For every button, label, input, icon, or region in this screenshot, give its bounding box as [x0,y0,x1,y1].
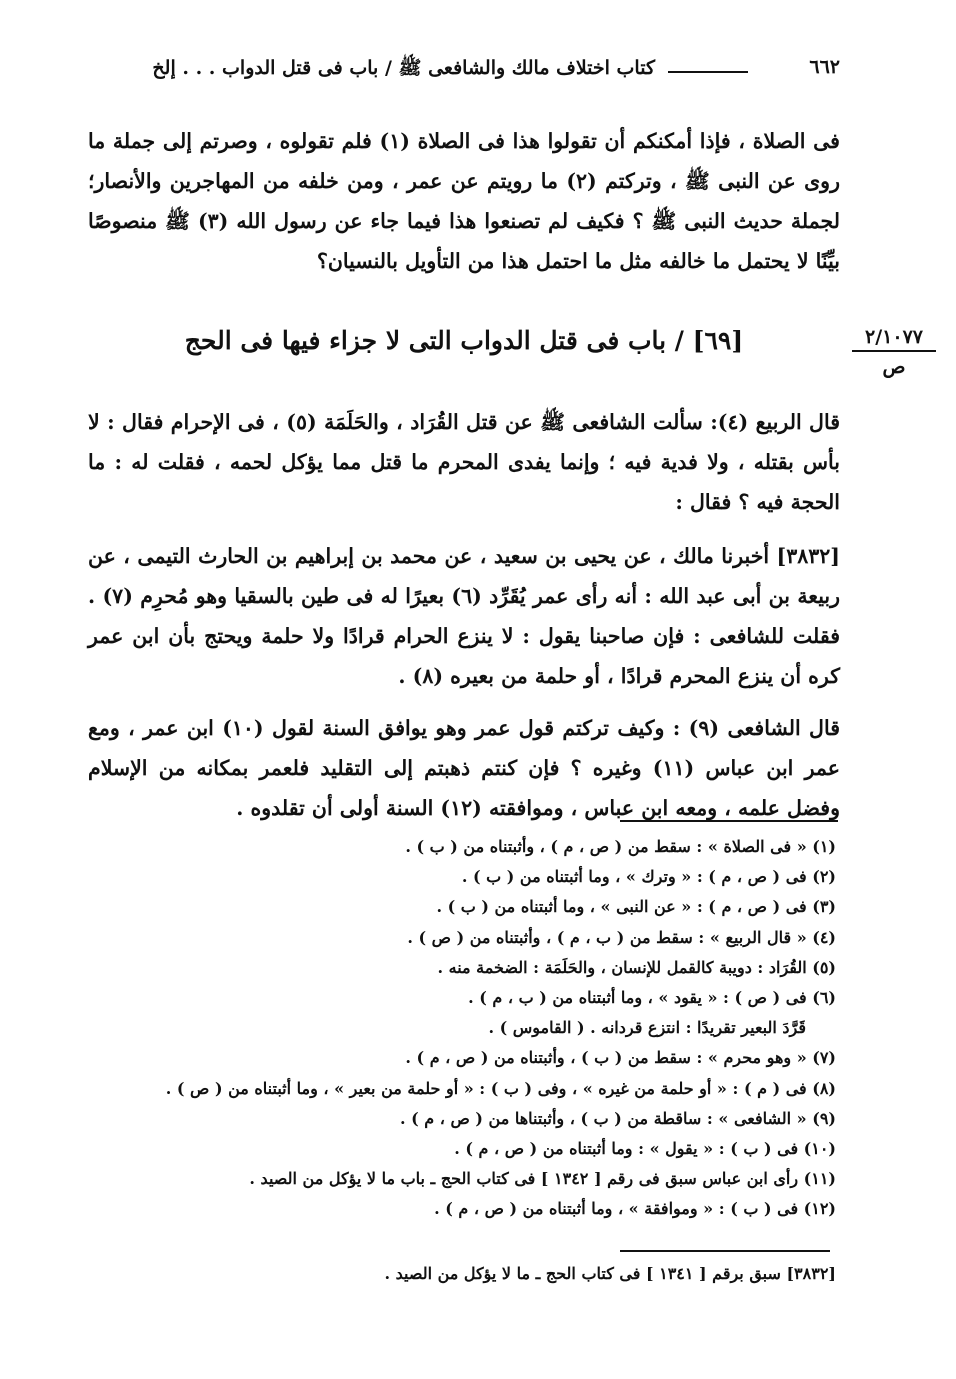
footnote: (٥) القُرَاد : دويبة كالقمل للإنسان ، والحَلَمَة : الضخمة منه . [437,957,836,977]
paragraph-shafii: قال الشافعى (٩) : وكيف تركتم قول عمر وهو يوافق السنة لقول (١٠) ابن عمر ، ومع عمر ابن عباس (١١) وغيره ؟ فإن كنتم ذهبتم إلى التقليد فلعمر بمكانه من الإسلام وفضل علمه ، ومعه ابن عباس ، وموافقته (١٢) السنة أولى أن تقلدوه . [88,715,840,820]
reference-note: [٣٨٣٢] سبق برقم [ ١٣٤١ ] فى كتاب الحج ـ ما لا يؤكل من الصيد . [384,1264,836,1283]
paragraph-hadith: [٣٨٣٢] أخبرنا مالك ، عن يحيى بن سعيد ، عن محمد بن إبراهيم بن الحارث التيمى ، عن ربيعة بن أبى عبد الله : أنه رأى عمر يُقَرِّد (٦) بعيرًا له فى طين بالسقيا وهو مُحرِم (٧) . فقلت للشافعى : فإن صاحبنا يقول : لا ينزع الحرام قرادًا ولا حلمة ويحتج بأن ابن عمر كره أن ينزع المحرم قرادًا ، أو حلمة من بعيره (٨) . [88,543,840,688]
footnote: (١١) رأى ابن عباس سبق فى رقم [ ١٣٤٢ ] فى كتاب الحج ـ باب ما لا يؤكل من الصيد . [249,1169,836,1189]
footnote: (٢) فى ( ص ، م ) : « وترك » ، وما أثبتناه من ( ب ) . [461,867,836,887]
header-title: كتاب اختلاف مالك والشافعى ﷺ / باب فى قتل الدواب . . . إلخ [152,57,655,79]
paragraph-continuation: فى الصلاة ، فإذا أمكنكم أن تقولوا هذا فى الصلاة (١) فلم تقولوه ، وصرتم إلى جملة ما روى عن النبى ﷺ ، وتركتم (٢) ما رويتم عن عمر ، ومن خلفه من المهاجرين والأنصار؛ لجملة حديث النبى ﷺ ؟ فكيف لم تصنعوا هذا فيما جاء عن رسول الله (٣) ﷺ منصوصًا بيِّنًا لا يحتمل ما خالفه مثل ما احتمل هذا من التأويل بالنسيان؟ [88,128,840,273]
footnote: (٦) فى ( ص ) : « يقود » ، وما أثبتناه من ( ب ، م ) . [468,988,836,1008]
footnote: (١) « فى الصلاة » : سقط من ( ص ، م ) ، وأثبتناه من ( ب ) . [405,837,836,856]
footnote: (٣) فى ( ص ، م ) : « عن النبى » ، وما أثبتناه من ( ب ) . [436,897,836,917]
paragraph-rabi: قال الربيع (٤): سألت الشافعى ﷺ عن قتل القُرَاد ، والحَلَمَة (٥) ، فى الإحرام فقال : لا بأس بقتله ، ولا فدية فيه ؛ وإنما يفدى المحرم ما قتل مما يؤكل لحمه ، فقلت له : ما الحجة فيه ؟ فقال : [88,409,840,514]
footnote-divider [620,820,838,822]
footnote: (٩) « الشافعى » : ساقطة من ( ب ) ، وأثبتناها من ( ص ، م ) . [399,1108,836,1128]
footnote: (٤) « قال الربيع » : سقط من ( ب ، م ) ، وأثبتناه من ( ص ) . [407,927,836,947]
footnote: (١٢) فى ( ب ) : « وموافقة » ، وما أثبتناه من ( ص ، م ) . [434,1199,836,1219]
footnote: (١٠) فى ( ب ) : « يقول » : وما أثبتناه من ( ص ، م ) . [454,1139,836,1159]
margin-page-ref: ٢/١٠٧٧ [852,326,936,352]
footnote: (٨) فى ( م ) : « أو حلمة من غيره » ، وفى ( ب ) : « أو حلمة من بعير » ، وما أثبتناه من ( ص ) . [165,1078,836,1098]
header-rule [668,71,748,73]
page-number: ٦٦٢ [809,56,840,78]
margin-sigla: ص [882,356,906,378]
footnote-continuation: قَرَّدَ البعير تقريدًا : انتزع قردانه . ( القاموس ) . [488,1018,806,1038]
reference-divider [620,1250,830,1252]
footnote: (٧) « وهو محرم » : سقط من ( ب ) ، وأثبتناه من ( ص ، م ) . [405,1048,836,1068]
running-header [90,52,840,86]
margin-reference [852,326,936,378]
section-heading: [٦٩] / باب فى قتل الدواب التى لا جزاء فيها فى الحج [184,326,744,355]
footnotes [160,832,836,1225]
